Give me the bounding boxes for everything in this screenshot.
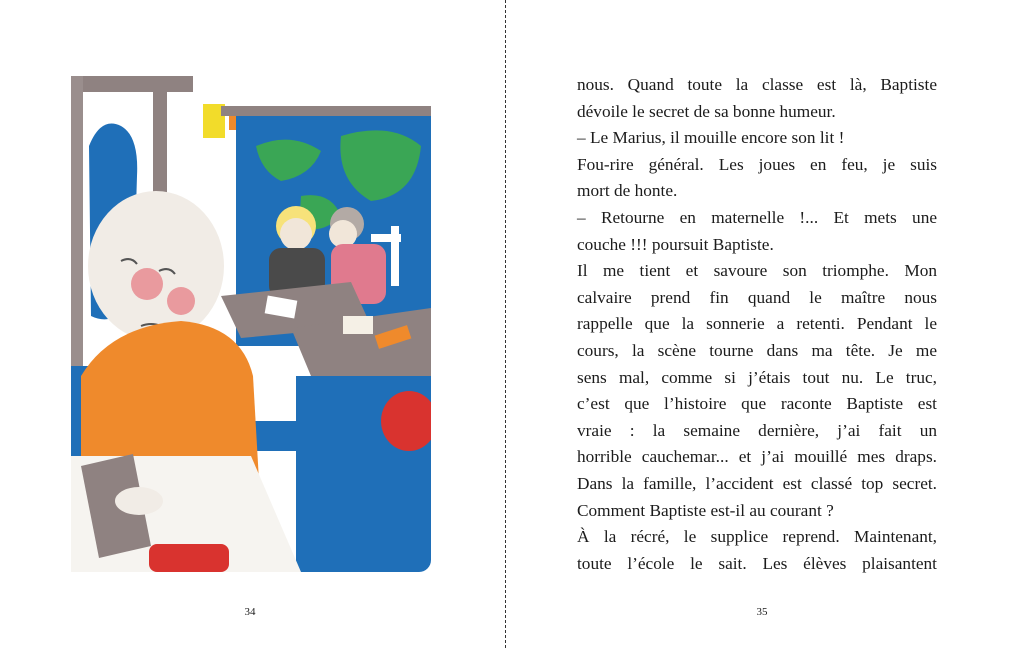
text-line: sens mal, comme si j’étais tout nu. Le truc,	[577, 367, 937, 387]
text-line: Fou-rire général. Les joues en feu, je suis	[577, 154, 937, 174]
page-number-right: 35	[756, 606, 768, 618]
text-line: Il me tient et savoure son triomphe. Mon	[577, 261, 937, 281]
text-line: Dans la famille, l’accident est classé top secret.	[577, 473, 937, 493]
body-text	[577, 72, 937, 577]
text-line: nous. Quand toute la classe est là, Baptiste	[577, 75, 937, 94]
text-line: horrible cauchemar... et j’ai mouillé mes draps.	[577, 447, 937, 467]
text-line: À la récré, le supplice reprend. Maintenant,	[577, 527, 937, 547]
text-line: vraie : la semaine dernière, j’ai fait un	[577, 420, 937, 440]
text-line: dévoile le secret de sa bonne humeur.	[577, 101, 836, 121]
text-line: – Le Marius, il mouille encore son lit !	[577, 128, 845, 148]
text-line: mort de honte.	[577, 181, 678, 201]
text-line: cours, la scène tourne dans ma tête. Je me	[577, 340, 937, 360]
page-number-left: 34	[244, 606, 256, 618]
text-line: Comment Baptiste est-il au courant ?	[577, 500, 834, 520]
text-line: – Retourne en maternelle !... Et mets une	[577, 207, 937, 227]
classroom-illustration	[71, 76, 431, 572]
left-page	[0, 0, 505, 648]
right-page	[506, 0, 1011, 648]
text-line: c’est que l’histoire que raconte Baptiste est	[577, 394, 937, 414]
text-line: rappelle que la sonnerie a retenti. Pendant le	[577, 314, 937, 334]
text-line: toute l’école le sait. Les élèves plaisantent	[577, 553, 937, 573]
text-line: calvaire prend fin quand le maître nous	[577, 287, 937, 307]
text-line: couche !!! poursuit Baptiste.	[577, 234, 774, 254]
